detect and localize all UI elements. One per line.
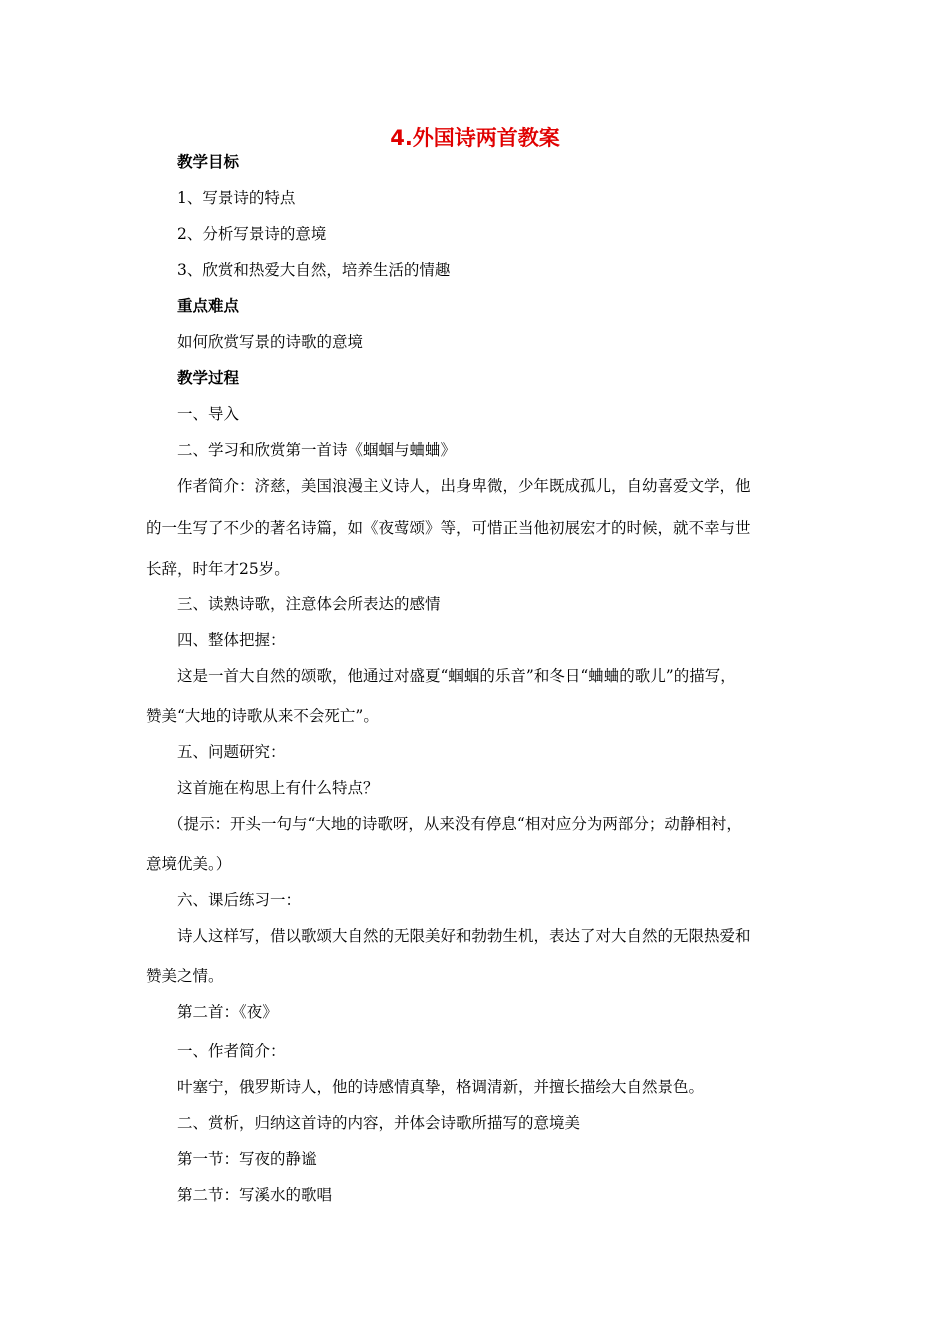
author-intro-line-2: 的一生写了不少的著名诗篇，如《夜莺颂》等，可惜正当他初展宏才的时候，就不幸与世 bbox=[146, 519, 751, 537]
goal-item-2: 2、分析写景诗的意境 bbox=[177, 225, 327, 243]
second-poem-step-1: 一、作者简介： bbox=[177, 1042, 286, 1060]
process-step-6: 六、课后练习一： bbox=[177, 891, 302, 909]
goal-item-1: 1、写景诗的特点 bbox=[177, 189, 296, 207]
author-intro-line-3: 长辞，时年才25岁。 bbox=[146, 560, 290, 578]
hint-line-2: 意境优美。） bbox=[146, 855, 232, 873]
second-author-intro: 叶塞宁，俄罗斯诗人，他的诗感情真挚，格调清新，并擅长描绘大自然景色。 bbox=[177, 1078, 705, 1096]
process-step-5: 五、问题研究： bbox=[177, 743, 286, 761]
second-poem-step-2: 二、赏析，归纳这首诗的内容，并体会诗歌所描写的意境美 bbox=[177, 1114, 581, 1132]
heading-key-points: 重点难点 bbox=[177, 297, 240, 315]
exercise-line-1: 诗人这样写，借以歌颂大自然的无限美好和勃勃生机，表达了对大自然的无限热爱和 bbox=[177, 927, 751, 945]
key-point-text: 如何欣赏写景的诗歌的意境 bbox=[177, 333, 364, 351]
exercise-line-2: 赞美之情。 bbox=[146, 967, 224, 985]
stanza-1-summary: 第一节：写夜的静谧 bbox=[177, 1150, 317, 1168]
stanza-2-summary: 第二节：写溪水的歌唱 bbox=[177, 1186, 333, 1204]
hint-line-1: （提示：开头一句与“大地的诗歌呀，从来没有停息“相对应分为两部分；动静相衬， bbox=[168, 815, 742, 833]
overview-line-2: 赞美“大地的诗歌从来不会死亡”。 bbox=[146, 707, 379, 725]
process-step-4: 四、整体把握： bbox=[177, 631, 286, 649]
goal-item-3: 3、欣赏和热爱大自然，培养生活的情趣 bbox=[177, 261, 451, 279]
document-title: 4.外国诗两首教案 bbox=[390, 126, 560, 150]
process-step-1: 一、导入 bbox=[177, 405, 240, 423]
process-step-2: 二、学习和欣赏第一首诗《蝈蝈与蛐蛐》 bbox=[177, 441, 457, 459]
heading-teaching-process: 教学过程 bbox=[177, 369, 240, 387]
overview-line-1: 这是一首大自然的颂歌，他通过对盛夏“蝈蝈的乐音”和冬日“蛐蛐的歌儿”的描写， bbox=[177, 667, 736, 685]
author-intro-line-1: 作者简介：济慈，美国浪漫主义诗人，出身卑微，少年既成孤儿，自幼喜爱文学，他 bbox=[177, 477, 751, 495]
second-poem-heading: 第二首：《夜》 bbox=[177, 1003, 278, 1021]
process-step-3: 三、读熟诗歌，注意体会所表达的感情 bbox=[177, 595, 441, 613]
question-text: 这首施在构思上有什么特点？ bbox=[177, 779, 379, 797]
heading-teaching-goals: 教学目标 bbox=[177, 153, 240, 171]
